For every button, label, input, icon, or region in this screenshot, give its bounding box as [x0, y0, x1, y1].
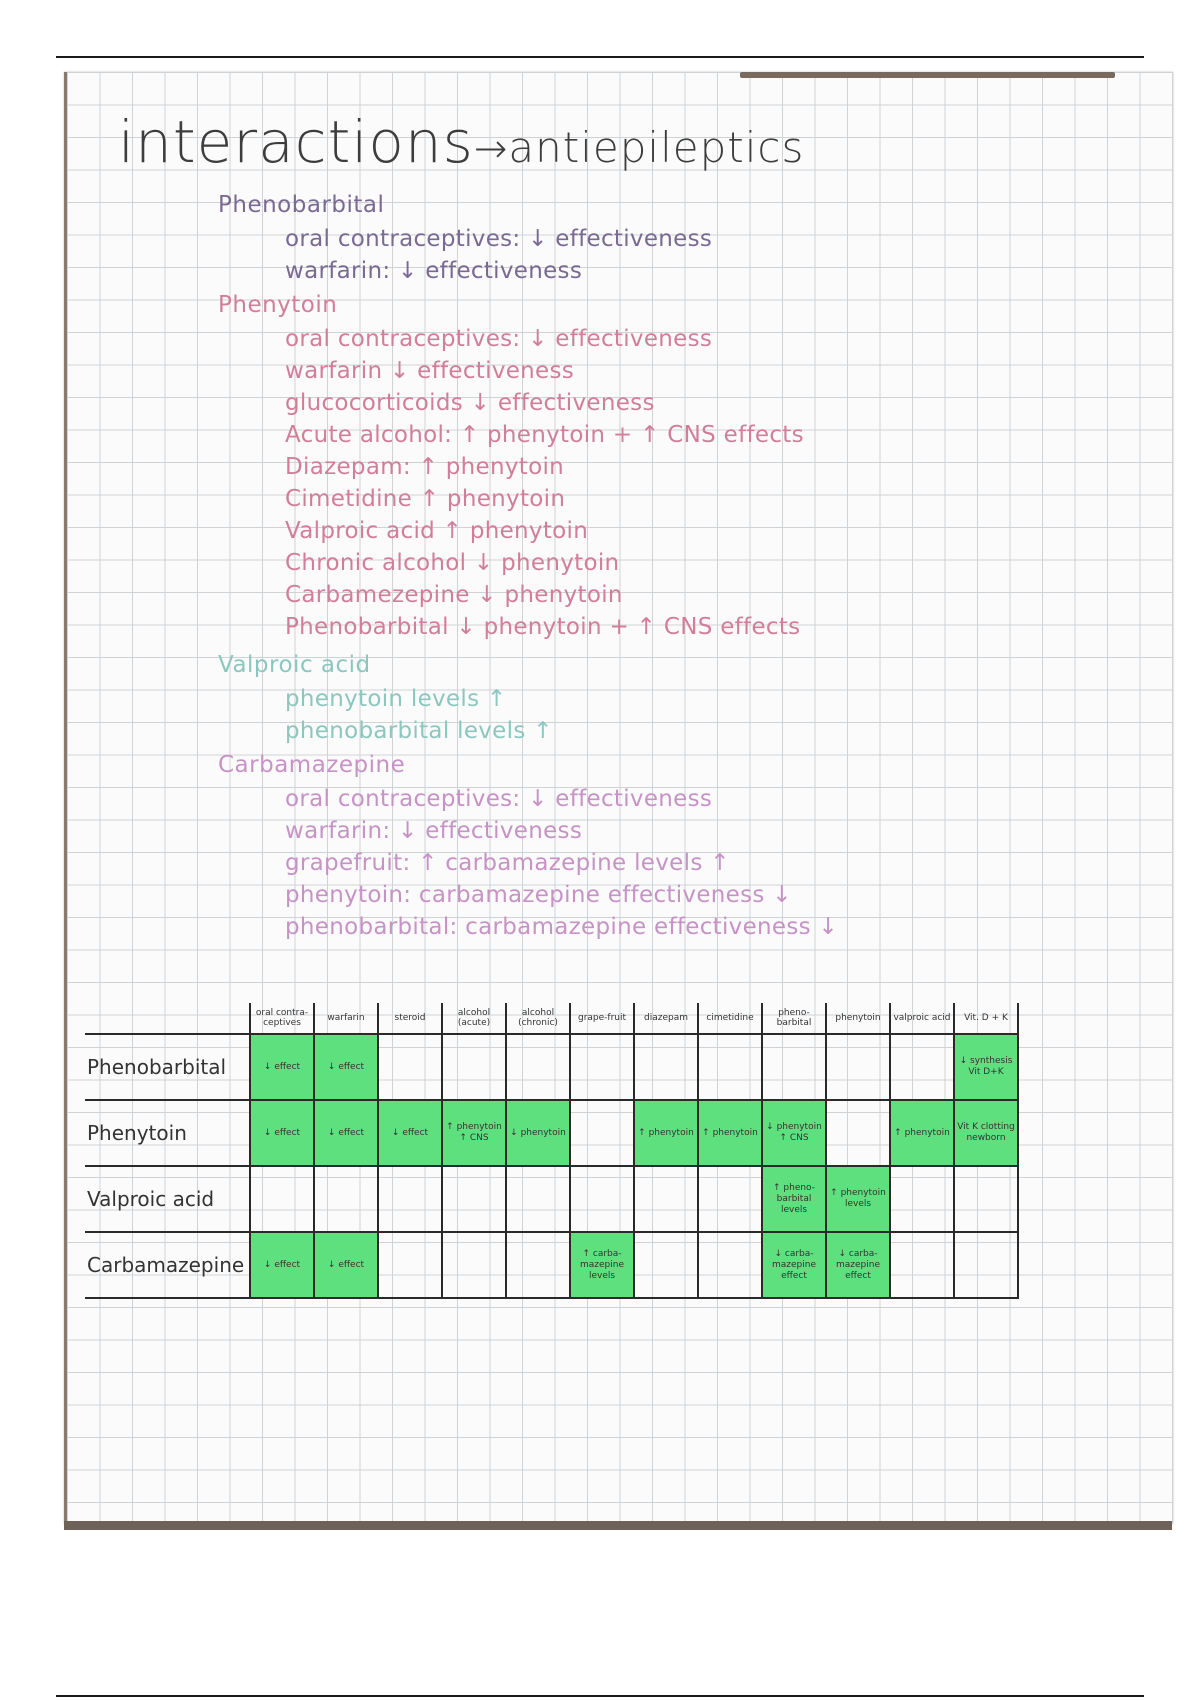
column-header: valproic acid	[890, 1003, 954, 1034]
row-header: Phenobarbital	[85, 1034, 250, 1100]
table-cell	[378, 1232, 442, 1298]
table-cell	[314, 1166, 378, 1232]
column-header: cimetidine	[698, 1003, 762, 1034]
table-cell	[378, 1034, 442, 1100]
table-cell: ↓ effect	[250, 1100, 314, 1166]
table-cell: ↓ effect	[314, 1100, 378, 1166]
table-cell: ↑ carba-mazepine levels	[570, 1232, 634, 1298]
table-cell	[890, 1034, 954, 1100]
column-header: pheno-barbital	[762, 1003, 826, 1034]
table-cell: ↑ phenytoin levels	[826, 1166, 890, 1232]
page-title	[118, 108, 804, 176]
table-cell	[698, 1034, 762, 1100]
drug-heading-carbamazepine: Carbamazepine	[218, 752, 406, 778]
table-cell: ↓ synthesis Vit D+K	[954, 1034, 1018, 1100]
table-cell	[954, 1166, 1018, 1232]
title-main: interactions	[118, 108, 474, 176]
table-cell	[570, 1100, 634, 1166]
table-row	[85, 1100, 1018, 1166]
drug-heading-valproic-acid: Valproic acid	[218, 652, 371, 678]
note-line: warfarin: ↓ effectiveness	[285, 818, 583, 844]
note-line: Carbamezepine ↓ phenytoin	[285, 582, 623, 608]
note-line: Valproic acid ↑ phenytoin	[285, 518, 589, 544]
note-line: grapefruit: ↑ carbamazepine levels ↑	[285, 850, 730, 876]
note-line: warfarin: ↓ effectiveness	[285, 258, 583, 284]
table-row	[85, 1166, 1018, 1232]
table-cell: ↓ phenytoin	[506, 1100, 570, 1166]
table-cell	[634, 1232, 698, 1298]
column-header: diazepam	[634, 1003, 698, 1034]
note-line: warfarin ↓ effectiveness	[285, 358, 575, 384]
table-cell: ↓ phenytoin ↑ CNS	[762, 1100, 826, 1166]
note-line: Diazepam: ↑ phenytoin	[285, 454, 565, 480]
title-arrow: →	[473, 126, 509, 172]
note-line: oral contraceptives: ↓ effectiveness	[285, 326, 713, 352]
table-cell	[570, 1166, 634, 1232]
table-cell: ↑ phenytoin	[634, 1100, 698, 1166]
column-header: grape-fruit	[570, 1003, 634, 1034]
table-cell	[506, 1034, 570, 1100]
table-cell	[506, 1232, 570, 1298]
table-row	[85, 1034, 1018, 1100]
row-header: Carbamazepine	[85, 1232, 250, 1298]
column-header: steroid	[378, 1003, 442, 1034]
note-line: Acute alcohol: ↑ phenytoin + ↑ CNS effects	[285, 422, 804, 448]
column-header: Vit. D + K	[954, 1003, 1018, 1034]
table-cell: Vit K clotting newborn	[954, 1100, 1018, 1166]
table-cell: ↓ effect	[314, 1034, 378, 1100]
table-row	[85, 1232, 1018, 1298]
table-cell: ↓ effect	[250, 1232, 314, 1298]
table-cell	[250, 1166, 314, 1232]
bottom-rule	[56, 1695, 1144, 1697]
column-header: alcohol (acute)	[442, 1003, 506, 1034]
note-line: phenobarbital: carbamazepine effectiveness ↓	[285, 914, 839, 940]
table-cell	[634, 1034, 698, 1100]
note-line: oral contraceptives: ↓ effectiveness	[285, 786, 713, 812]
table-cell	[634, 1166, 698, 1232]
table-cell: ↑ pheno-barbital levels	[762, 1166, 826, 1232]
note-line: Phenobarbital ↓ phenytoin + ↑ CNS effects	[285, 614, 801, 640]
table-corner	[85, 1003, 250, 1034]
table-cell	[442, 1034, 506, 1100]
note-line: phenobarbital levels ↑	[285, 718, 553, 744]
table-cell	[506, 1166, 570, 1232]
table-cell	[698, 1166, 762, 1232]
table-cell: ↑ phenytoin	[698, 1100, 762, 1166]
title-subtitle: antiepileptics	[508, 123, 805, 172]
table-cell	[826, 1034, 890, 1100]
table-cell: ↓ carba-mazepine effect	[826, 1232, 890, 1298]
table-cell	[826, 1100, 890, 1166]
column-header: phenytoin	[826, 1003, 890, 1034]
table-cell: ↓ carba-mazepine effect	[762, 1232, 826, 1298]
row-header: Phenytoin	[85, 1100, 250, 1166]
table-cell: ↓ effect	[378, 1100, 442, 1166]
column-header: oral contra-ceptives	[250, 1003, 314, 1034]
note-line: Chronic alcohol ↓ phenytoin	[285, 550, 620, 576]
table-cell	[762, 1034, 826, 1100]
table-cell: ↑ phenytoin	[890, 1100, 954, 1166]
table-cell: ↓ effect	[250, 1034, 314, 1100]
paper-bottom-edge	[64, 1521, 1172, 1530]
note-line: Cimetidine ↑ phenytoin	[285, 486, 566, 512]
row-header: Valproic acid	[85, 1166, 250, 1232]
note-line: glucocorticoids ↓ effectiveness	[285, 390, 655, 416]
drug-heading-phenytoin: Phenytoin	[218, 292, 338, 318]
note-line: phenytoin levels ↑	[285, 686, 507, 712]
table-cell	[890, 1166, 954, 1232]
table-cell	[442, 1232, 506, 1298]
column-header: warfarin	[314, 1003, 378, 1034]
drug-heading-phenobarbital: Phenobarbital	[218, 192, 385, 218]
interaction-table	[85, 1003, 1019, 1299]
table-cell	[954, 1232, 1018, 1298]
top-rule	[56, 56, 1144, 58]
table-cell	[698, 1232, 762, 1298]
table-header-row	[85, 1003, 1018, 1034]
table-cell	[442, 1166, 506, 1232]
note-line: phenytoin: carbamazepine effectiveness ↓	[285, 882, 792, 908]
table-cell	[890, 1232, 954, 1298]
column-header: alcohol (chronic)	[506, 1003, 570, 1034]
table-cell	[378, 1166, 442, 1232]
note-line: oral contraceptives: ↓ effectiveness	[285, 226, 713, 252]
table-cell	[570, 1034, 634, 1100]
paper-edge-strip	[740, 72, 1115, 78]
table-cell: ↓ effect	[314, 1232, 378, 1298]
table-cell: ↑ phenytoin ↑ CNS	[442, 1100, 506, 1166]
